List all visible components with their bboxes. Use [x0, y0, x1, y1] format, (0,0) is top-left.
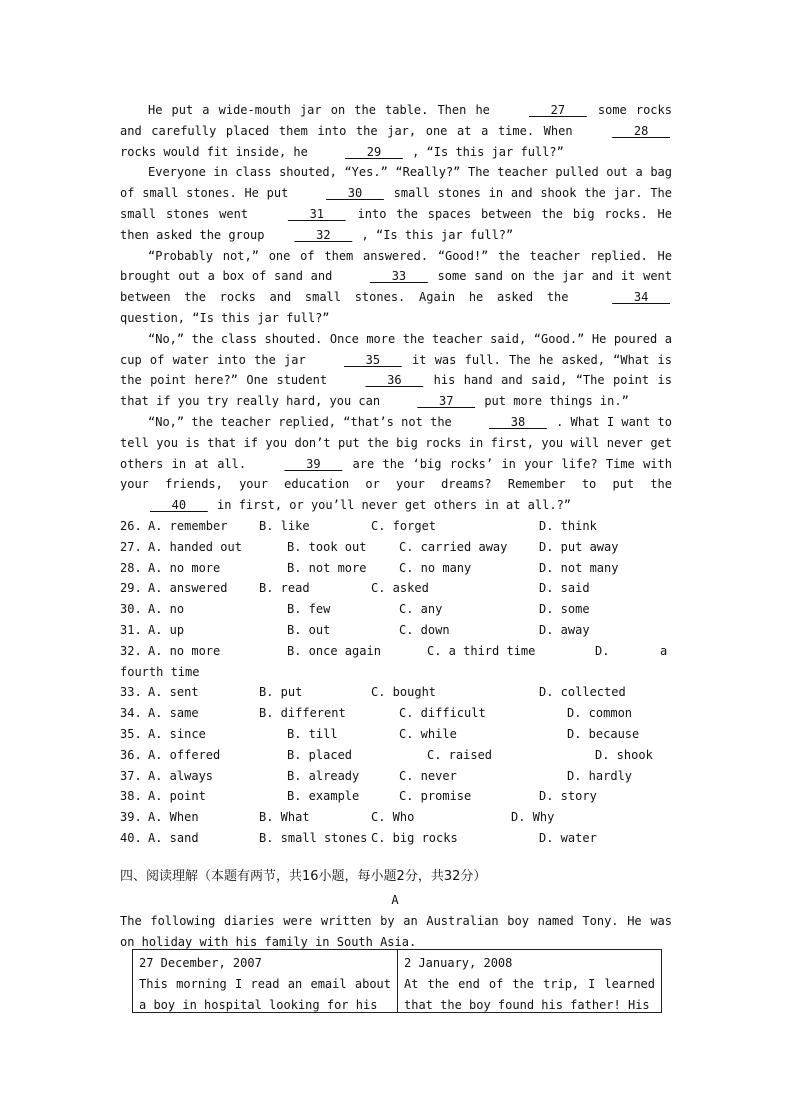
option-row-27: 27. A. handed out B. took out C. carried away D. put away [120, 539, 619, 554]
passage-paragraph-4: “No,” the class shouted. Once more the teacher said, “Good.” He poured a cup of water into the jar 35 it was full. The he asked, “What is the point here?” One student 36 his hand and said, “The point is that if you try really hard, you can 37 put more things in.” [120, 329, 672, 412]
blank-36: 36 [365, 373, 424, 388]
option-row-35: 35. A. since B. till C. while D. because [120, 726, 640, 741]
diary-date: 27 December, 2007 [139, 956, 262, 970]
blank-33: 33 [370, 269, 428, 284]
section-part-letter: A [391, 893, 399, 907]
passage-paragraph-5: “No,” the teacher replied, “that’s not the 38 . What I want to tell you is that if you don’t put the big rocks in first, you will never get others in at all. 39 are the ‘big rocks’ in your life? Time with your friends, your education or your dreams? Remember to put the 40 in first, or you’ll never get others in at all.?” [120, 412, 672, 516]
diary-text: At the end of the trip, I learned that the boy found his father! His [404, 976, 655, 1012]
section-heading: 四、阅读理解（本题有两节，共16小题，每小题2分，共32分） [120, 869, 487, 884]
blank-34: 34 [612, 290, 670, 305]
option-row-31: 31. A. up B. out C. down D. away [120, 622, 590, 637]
blank-40: 40 [150, 498, 208, 513]
blank-28: 28 [612, 123, 670, 138]
blank-38: 38 [489, 414, 547, 429]
option-row-34: 34. A. same B. different C. difficult D. common [120, 706, 633, 721]
diary-text: This morning I read an email about a boy in hospital looking for his [139, 976, 391, 1012]
blank-27: 27 [528, 103, 587, 117]
option-row-37: 37. A. always B. already C. never D. hardly [120, 768, 633, 783]
diary-entry-left [133, 950, 397, 1012]
passage-paragraph-1: He put a wide-mouth jar on the table. Then he 27 some rocks and carefully placed them into the jar, one at a time. When 28 rocks would fit inside, he 29 , “Is this jar full?” [120, 100, 672, 162]
blank-35: 35 [343, 352, 402, 367]
passage-paragraph-3: “Probably not,” one of them answered. “Good!” the teacher replied. He brought out a box of sand and 33 some sand on the jar and it went between the rocks and small stones. Again he asked the 34 question, “Is this jar full?” [120, 248, 672, 325]
passage-paragraph-2: Everyone in class shouted, “Yes.” “Really?” The teacher pulled out a bag of small stones. He put 30 small stones in and shook the jar. The small stones went 31 into the spaces between the big rocks. He then asked the group 32 , “Is this jar full?” [120, 162, 672, 245]
option-row-33: 33. A. sent B. put C. bought D. collected [120, 685, 626, 700]
option-row-38: 38. A. point B. example C. promise D. story [120, 789, 597, 804]
option-row-39: 39. A. When B. What C. Who D. Why [120, 810, 555, 825]
blank-31: 31 [287, 206, 346, 221]
option-row-26: 26. A. remember B. like C. forget D. think [120, 519, 597, 533]
option-row-36: 36. A. offered B. placed C. raised D. shook [120, 747, 653, 762]
blank-29: 29 [345, 144, 403, 159]
option-row-28: 28. A. no more B. not more C. no many D. not many [120, 560, 619, 575]
blank-39: 39 [284, 456, 343, 471]
answer-options [120, 516, 680, 849]
option-row-32: 32. A. no more B. once again C. a third time D. a fourth time [120, 643, 668, 679]
option-row-29: 29. A. answered B. read C. asked D. said [120, 581, 590, 596]
blank-32: 32 [294, 227, 353, 242]
diary-date: 2 January, 2008 [404, 956, 513, 970]
blank-30: 30 [326, 186, 384, 201]
option-row-40: 40. A. sand B. small stones C. big rocks D. water [120, 830, 597, 845]
blank-37: 37 [417, 394, 476, 409]
cloze-passage [120, 100, 672, 516]
option-row-30: 30. A. no B. few C. any D. some [120, 602, 590, 617]
diary-entry-right [397, 950, 661, 1012]
reading-intro: The following diaries were written by an Australian boy named Tony. He was on holiday with his family in South Asia. [120, 914, 672, 949]
diary-table [132, 949, 662, 1013]
